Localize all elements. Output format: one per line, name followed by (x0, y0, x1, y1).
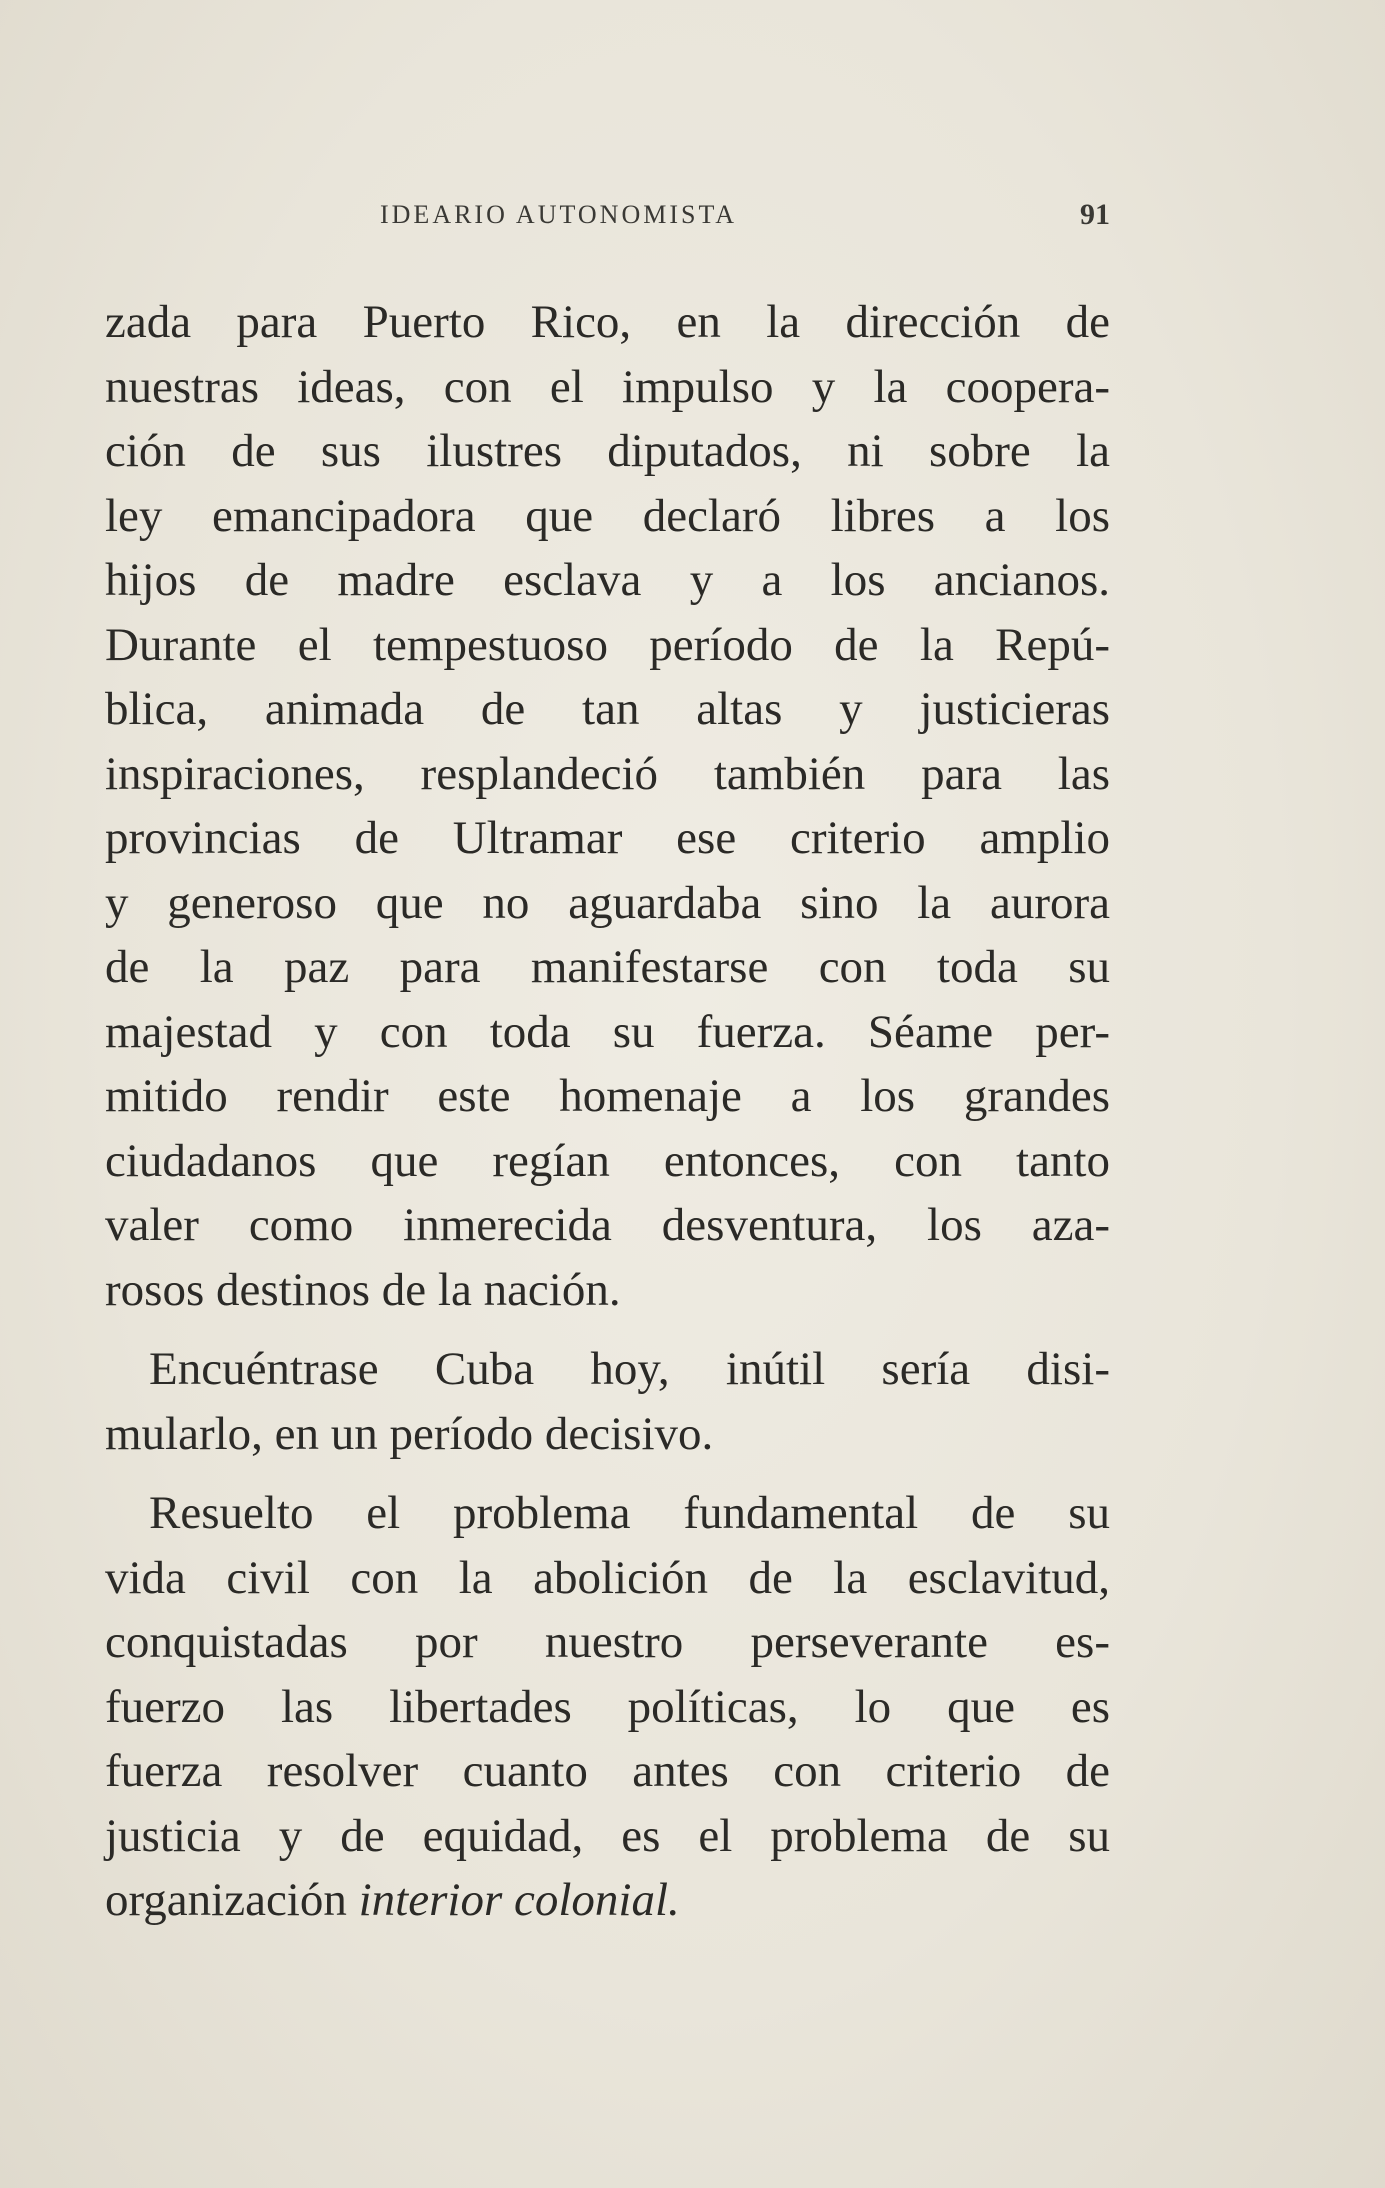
text-line: ciudadanos que regían entonces, con tanto (105, 1134, 1110, 1187)
text-line: de la paz para manifestarse con toda su (105, 941, 1110, 993)
text-line-plain: organización (105, 1874, 359, 1926)
text-line: zada para Puerto Rico, en la dirección de (105, 296, 1110, 348)
text-line: hijos de madre esclava y a los ancianos. (105, 554, 1110, 606)
text-line: provincias de Ultramar ese criterio amplio (105, 812, 1110, 864)
text-line: nuestras ideas, con el impulso y la coopera- (105, 360, 1110, 413)
paragraph (105, 1337, 1110, 1466)
text-line: y generoso que no aguardaba sino la aurora (105, 876, 1110, 929)
text-line: Resuelto el problema fundamental de su (149, 1487, 1110, 1539)
page-number: 91 (1080, 198, 1110, 231)
body-text (105, 290, 1110, 1933)
text-line: inspiraciones, resplandeció también para las (105, 747, 1110, 800)
text-line: fuerza resolver cuanto antes con criterio de (105, 1745, 1110, 1797)
text-line: conquistadas por nuestro perseverante es- (105, 1616, 1110, 1668)
paragraph (105, 290, 1110, 1322)
italic-emphasis: interior colonial. (358, 1874, 680, 1926)
text-line: vida civil con la abolición de la esclavitud, (105, 1551, 1110, 1604)
text-line (105, 1868, 1110, 1933)
running-head (105, 200, 1110, 240)
text-line: fuerzo las libertades políticas, lo que es (105, 1680, 1110, 1733)
text-line: mularlo, en un período decisivo. (105, 1407, 714, 1460)
text-line: justicia y de equidad, es el problema de su (105, 1809, 1110, 1862)
text-line: Durante el tempestuoso período de la Repú- (105, 618, 1110, 671)
running-title: IDEARIO AUTONOMISTA (380, 200, 738, 229)
text-line: majestad y con toda su fuerza. Séame per- (105, 1005, 1110, 1058)
text-line: ción de sus ilustres diputados, ni sobre la (105, 425, 1110, 477)
paragraph (105, 1481, 1110, 1933)
text-line: blica, animada de tan altas y justicieras (105, 683, 1110, 735)
text-line: rosos destinos de la nación. (105, 1263, 621, 1316)
text-line: valer como inmerecida desventura, los aza- (105, 1199, 1110, 1251)
text-line: ley emancipadora que declaró libres a los (105, 489, 1110, 542)
text-line: mitido rendir este homenaje a los grandes (105, 1070, 1110, 1122)
text-line: Encuéntrase Cuba hoy, inútil sería disi- (149, 1343, 1110, 1395)
